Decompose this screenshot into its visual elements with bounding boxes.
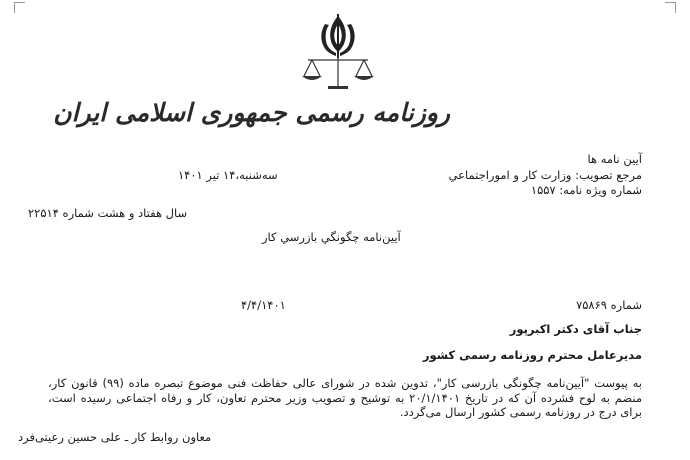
letter-date: ۴/۴/۱۴۰۱ [241,298,286,312]
category-label: آیین نامه ها [587,152,642,166]
recipient-title: مدیرعامل محترم روزنامه رسمی کشور [422,348,642,362]
approval-authority: مرجع تصویب: وزارت کار و اموراجتماعي [448,168,642,182]
special-issue-number: شماره ویژه نامه: ۱۵۵۷ [530,183,642,197]
recipient-name: جناب آقای دکتر اکبرپور [509,322,642,336]
letter-body: به پیوست "آیین‌نامه چگونگی بازرسی کار"، تدوین شده در شورای عالی حفاظت فنی موضوع تبصره ماده (۹۹) قانون کار، منضم به لوح فشرده آن که در تاریخ ۲۰/۱/۱۴۰۱ به توشیح و تصویب وزیر محترم تعاون، کار و رفاه اجتماعی رسیده است، برای درج در روزنامه رسمی کشور ارسال می‌گردد. [48,376,642,419]
newspaper-masthead: روزنامه رسمی جمهوری اسلامی ایران [53,98,450,127]
year-issue-line: سال هفتاد و هشت شماره ۲۲۵۱۴ [28,206,188,220]
signature-line: معاون روابط کار ـ علی حسین رعیتی‌فرد [18,430,212,444]
letter-number: شماره ۷۵۸۶۹ [576,298,642,312]
corner-mark-right [665,2,676,13]
publication-date: سه‌شنبه،۱۴ تیر ۱۴۰۱ [178,168,278,182]
document-title: آيين‌نامه چگونگي بازرسي كار [262,230,401,244]
iran-emblem-scales-icon [298,10,378,92]
corner-mark-left [14,2,25,13]
